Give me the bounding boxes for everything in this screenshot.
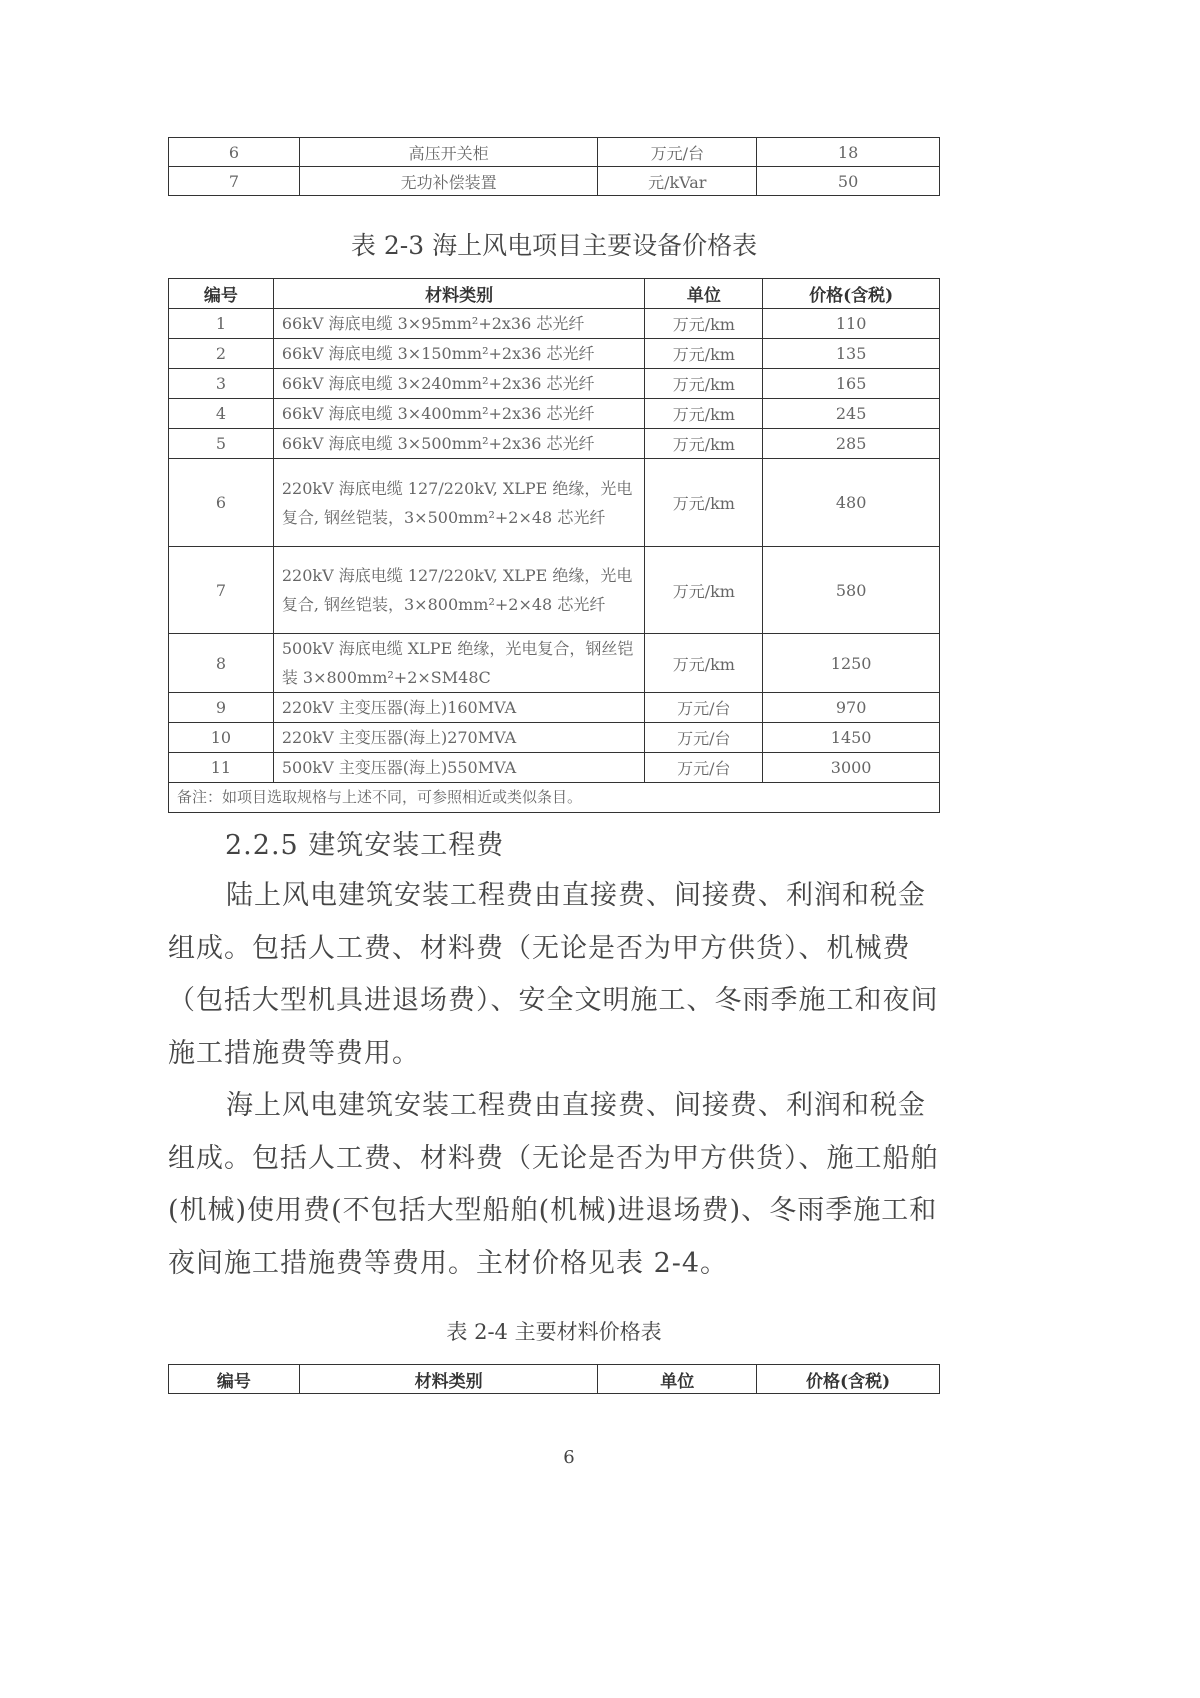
cell: 66kV 海底电缆 3×240mm²+2x36 芯光纤 bbox=[273, 369, 645, 399]
cell: 万元/台 bbox=[645, 693, 763, 723]
cell: 7 bbox=[169, 547, 274, 634]
cell: 18 bbox=[757, 138, 940, 167]
table-note-row bbox=[169, 783, 940, 813]
cell: 万元/km bbox=[645, 309, 763, 339]
cell: 万元/km bbox=[645, 459, 763, 547]
table-row bbox=[169, 138, 940, 167]
header-cell: 材料类别 bbox=[273, 279, 645, 309]
header-cell: 材料类别 bbox=[299, 1365, 598, 1394]
table-header-row bbox=[169, 1365, 940, 1394]
cell: 万元/km bbox=[645, 369, 763, 399]
table-2-4-caption: 表 2-4 主要材料价格表 bbox=[446, 1320, 662, 1344]
table-row bbox=[169, 369, 940, 399]
cell: 万元/km bbox=[645, 429, 763, 459]
cell: 66kV 海底电缆 3×95mm²+2x36 芯光纤 bbox=[273, 309, 645, 339]
cell: 3 bbox=[169, 369, 274, 399]
cell: 万元/台 bbox=[645, 723, 763, 753]
cell: 220kV 海底电缆 127/220kV, XLPE 绝缘，光电复合, 钢丝铠装，3×500mm²+2×48 芯光纤 bbox=[273, 459, 645, 547]
table-row bbox=[169, 459, 940, 547]
table-row bbox=[169, 753, 940, 783]
cell: 高压开关柜 bbox=[299, 138, 598, 167]
cell: 220kV 海底电缆 127/220kV, XLPE 绝缘，光电复合, 钢丝铠装，3×800mm²+2×48 芯光纤 bbox=[273, 547, 645, 634]
cell: 1450 bbox=[763, 723, 940, 753]
cell: 110 bbox=[763, 309, 940, 339]
cell: 6 bbox=[169, 138, 300, 167]
cell: 285 bbox=[763, 429, 940, 459]
header-cell: 编号 bbox=[169, 1365, 300, 1394]
table-row bbox=[169, 429, 940, 459]
cell: 245 bbox=[763, 399, 940, 429]
table-header-row bbox=[169, 279, 940, 309]
cell: 580 bbox=[763, 547, 940, 634]
cell: 万元/台 bbox=[598, 138, 757, 167]
paragraph-2: 海上风电建筑安装工程费由直接费、间接费、利润和税金组成。包括人工费、材料费（无论是否为甲方供货）、施工船舶(机械)使用费(不包括大型船舶(机械)进退场费)、冬雨季施工和夜间施工措施费等费用。主材价格见表 2-4。 bbox=[168, 1090, 939, 1279]
cell: 3000 bbox=[763, 753, 940, 783]
cell: 1250 bbox=[763, 634, 940, 693]
cell: 7 bbox=[169, 167, 300, 196]
cell: 970 bbox=[763, 693, 940, 723]
cell: 500kV 海底电缆 XLPE 绝缘，光电复合，钢丝铠装 3×800mm²+2×SM48C bbox=[273, 634, 645, 693]
header-cell: 价格(含税) bbox=[757, 1365, 940, 1394]
table-2-3-caption: 表 2-3 海上风电项目主要设备价格表 bbox=[350, 231, 758, 260]
cell: 66kV 海底电缆 3×150mm²+2x36 芯光纤 bbox=[273, 339, 645, 369]
cell: 165 bbox=[763, 369, 940, 399]
section-heading: 2.2.5 建筑安装工程费 bbox=[225, 830, 505, 861]
header-cell: 单位 bbox=[645, 279, 763, 309]
table-row bbox=[169, 339, 940, 369]
header-cell: 单位 bbox=[598, 1365, 757, 1394]
cell: 11 bbox=[169, 753, 274, 783]
cell: 万元/km bbox=[645, 634, 763, 693]
cell: 2 bbox=[169, 339, 274, 369]
table-row bbox=[169, 547, 940, 634]
cell: 66kV 海底电缆 3×500mm²+2x36 芯光纤 bbox=[273, 429, 645, 459]
header-cell: 编号 bbox=[169, 279, 274, 309]
cell: 万元/台 bbox=[645, 753, 763, 783]
table-2-3 bbox=[168, 278, 940, 813]
cell: 8 bbox=[169, 634, 274, 693]
table-row bbox=[169, 167, 940, 196]
table-row bbox=[169, 634, 940, 693]
table-row bbox=[169, 399, 940, 429]
cell: 50 bbox=[757, 167, 940, 196]
table-row bbox=[169, 693, 940, 723]
paragraph-1: 陆上风电建筑安装工程费由直接费、间接费、利润和税金组成。包括人工费、材料费（无论是否为甲方供货）、机械费（包括大型机具进退场费）、安全文明施工、冬雨季施工和夜间施工措施费等费用。 bbox=[168, 880, 939, 1069]
cell: 无功补偿装置 bbox=[299, 167, 598, 196]
cell: 万元/km bbox=[645, 547, 763, 634]
cell: 220kV 主变压器(海上)160MVA bbox=[273, 693, 645, 723]
cell: 10 bbox=[169, 723, 274, 753]
cell: 万元/km bbox=[645, 399, 763, 429]
table-2-4 bbox=[168, 1364, 940, 1394]
cell: 66kV 海底电缆 3×400mm²+2x36 芯光纤 bbox=[273, 399, 645, 429]
page-number: 6 bbox=[563, 1447, 575, 1468]
cell: 1 bbox=[169, 309, 274, 339]
cell: 135 bbox=[763, 339, 940, 369]
table-note: 备注：如项目选取规格与上述不同，可参照相近或类似条目。 bbox=[169, 783, 940, 813]
table-row bbox=[169, 723, 940, 753]
cell: 9 bbox=[169, 693, 274, 723]
cell: 500kV 主变压器(海上)550MVA bbox=[273, 753, 645, 783]
cell: 元/kVar bbox=[598, 167, 757, 196]
cell: 6 bbox=[169, 459, 274, 547]
cell: 万元/km bbox=[645, 339, 763, 369]
cell: 5 bbox=[169, 429, 274, 459]
cell: 480 bbox=[763, 459, 940, 547]
table-row bbox=[169, 309, 940, 339]
cell: 4 bbox=[169, 399, 274, 429]
header-cell: 价格(含税) bbox=[763, 279, 940, 309]
cell: 220kV 主变压器(海上)270MVA bbox=[273, 723, 645, 753]
table-prev bbox=[168, 137, 940, 196]
